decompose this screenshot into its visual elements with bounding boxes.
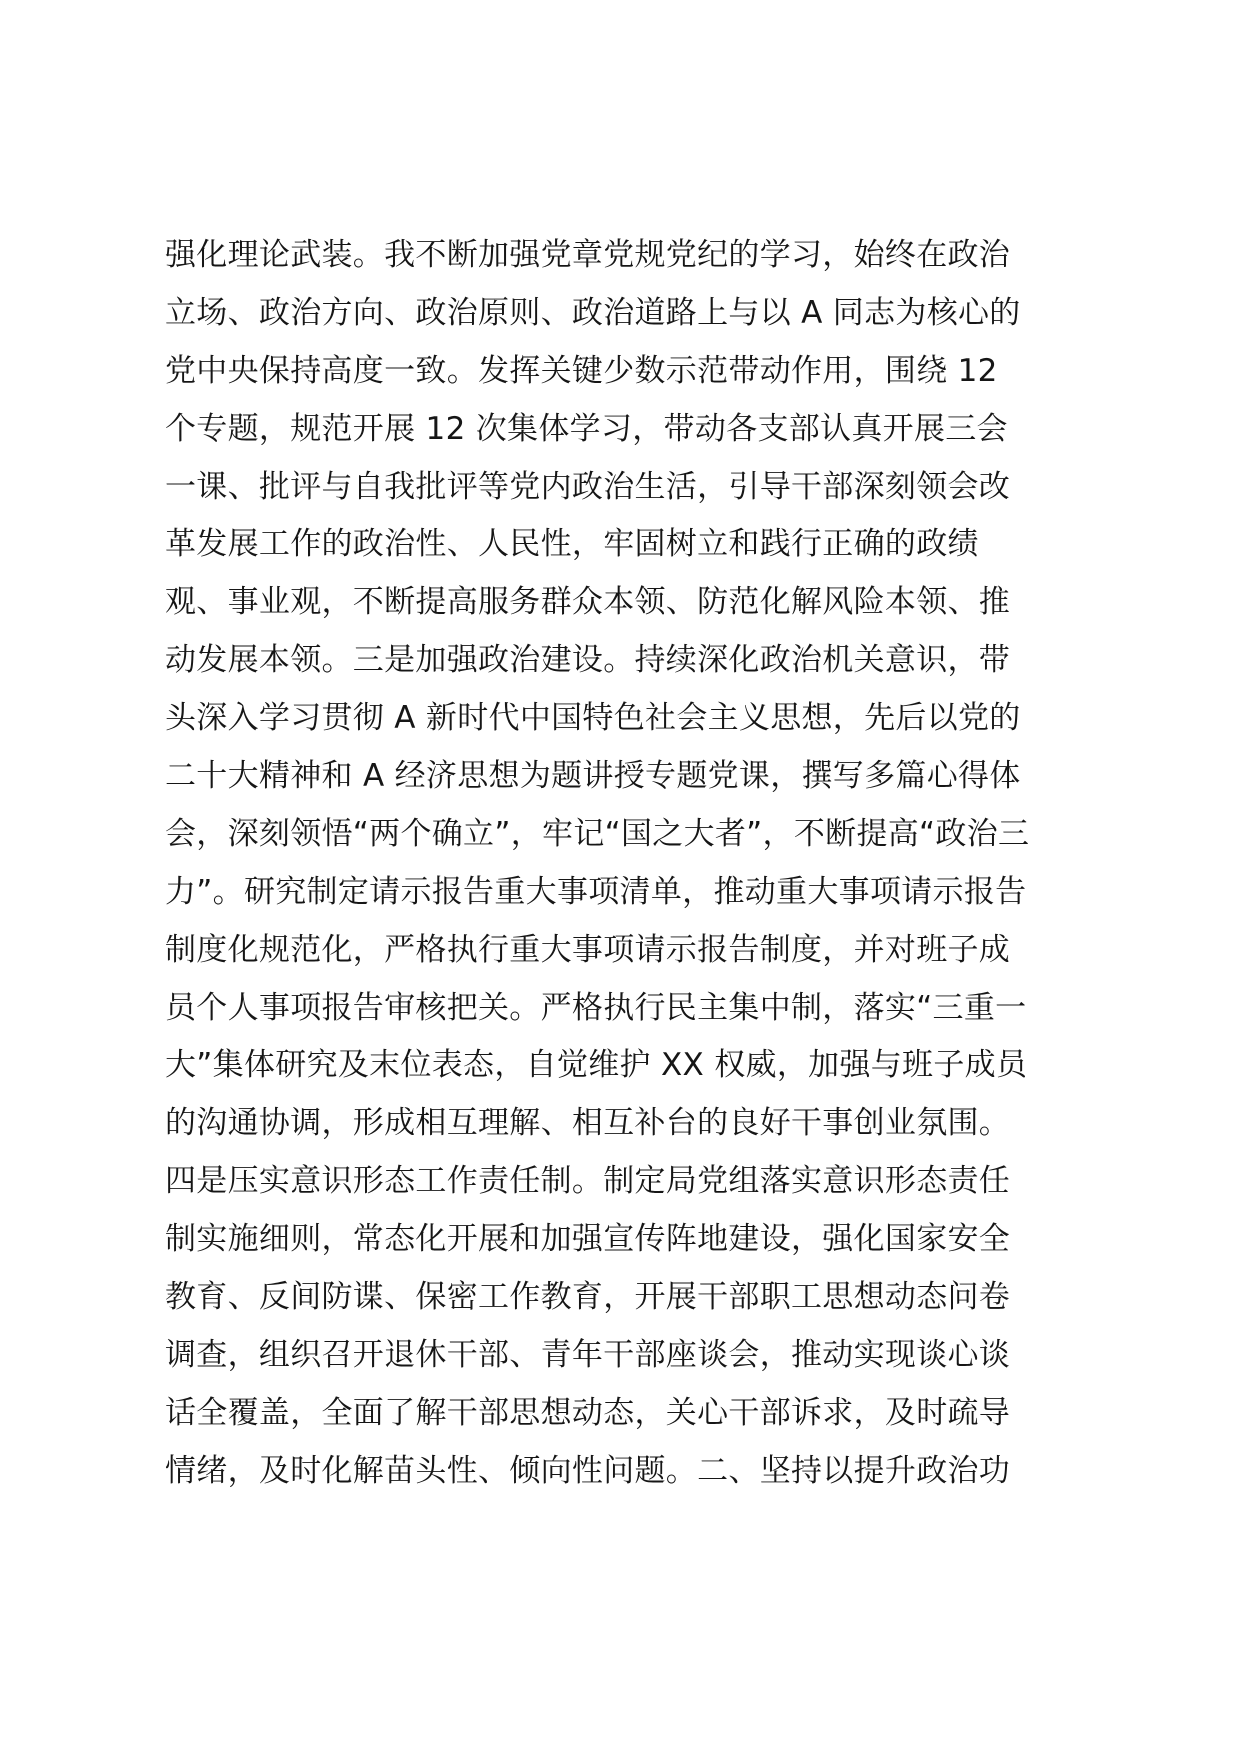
text-line: 的沟通协调，形成相互理解、相互补台的良好干事创业氛围。 <box>165 1105 1011 1142</box>
text-line: 制度化规范化，严格执行重大事项请示报告制度，并对班子成 <box>165 931 1011 968</box>
text-line: 立场、政治方向、政治原则、政治道路上与以 A 同志为核心的 <box>165 294 1021 331</box>
text-line: 革发展工作的政治性、人民性，牢固树立和践行正确的政绩 <box>165 526 979 563</box>
text-line: 一课、批评与自我批评等党内政治生活，引导干部深刻领会改 <box>165 468 1011 505</box>
text-line: 教育、反间防谍、保密工作教育，开展干部职工思想动态问卷 <box>165 1279 1011 1316</box>
text-line: 会，深刻领悟“两个确立”，牢记“国之大者”，不断提高“政治三 <box>165 815 1030 852</box>
text-line: 头深入学习贯彻 A 新时代中国特色社会主义思想，先后以党的 <box>165 700 1021 737</box>
text-line: 二十大精神和 A 经济思想为题讲授专题党课，撰写多篇心得体 <box>165 758 1021 795</box>
text-line: 调查，组织召开退休干部、青年干部座谈会，推动实现谈心谈 <box>165 1336 1011 1373</box>
text-line: 个专题，规范开展 12 次集体学习，带动各支部认真开展三会 <box>165 410 1008 447</box>
text-line: 党中央保持高度一致。发挥关键少数示范带动作用，围绕 12 <box>165 352 998 389</box>
text-line: 力”。研究制定请示报告重大事项清单，推动重大事项请示报告 <box>165 873 1027 910</box>
text-line: 动发展本领。三是加强政治建设。持续深化政治机关意识，带 <box>165 642 1011 679</box>
body-text <box>165 227 1085 1501</box>
text-line: 强化理论武装。我不断加强党章党规党纪的学习，始终在政治 <box>165 237 1011 273</box>
text-line: 制实施细则，常态化开展和加强宣传阵地建设，强化国家安全 <box>165 1221 1011 1258</box>
text-line: 大”集体研究及末位表态，自觉维护 XX 权威，加强与班子成员 <box>165 1047 1028 1084</box>
text-line: 四是压实意识形态工作责任制。制定局党组落实意识形态责任 <box>165 1163 1011 1200</box>
text-line: 话全覆盖，全面了解干部思想动态，关心干部诉求，及时疏导 <box>165 1394 1011 1431</box>
text-line: 情绪，及时化解苗头性、倾向性问题。二、坚持以提升政治功 <box>165 1452 1011 1489</box>
text-line: 员个人事项报告审核把关。严格执行民主集中制，落实“三重一 <box>165 989 1027 1026</box>
text-line: 观、事业观，不断提高服务群众本领、防范化解风险本领、推 <box>165 584 1011 621</box>
